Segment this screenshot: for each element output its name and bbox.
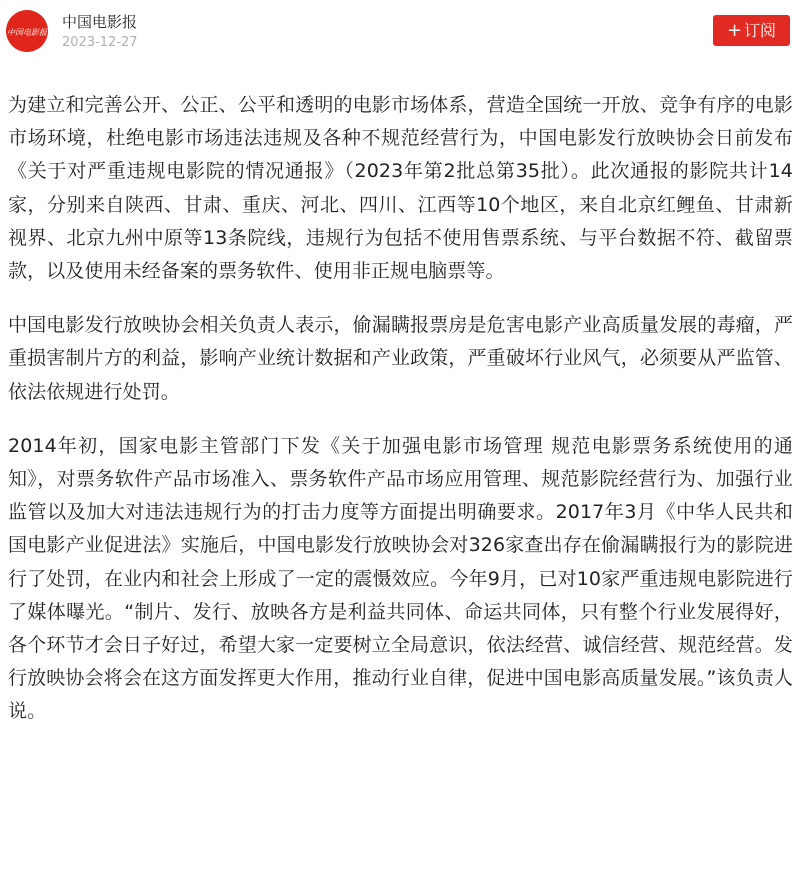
article-paragraph: 中国电影发行放映协会相关负责人表示，偷漏瞒报票房是危害电影产业高质量发展的毒瘤，严重损害制片方的利益，影响产业统计数据和产业政策，严重破坏行业风气，必须要从严监管、依法依规进行处罚。: [8, 314, 793, 403]
account-name[interactable]: 中国电影报: [62, 13, 138, 31]
article-body: [8, 89, 793, 750]
subscribe-label: 订阅: [744, 21, 777, 40]
subscribe-button[interactable]: [713, 15, 790, 46]
article-paragraph: 为建立和完善公开、公正、公平和透明的电影市场体系，营造全国统一开放、竞争有序的电影市场环境，杜绝电影市场违法违规及各种不规范经营行为，中国电影发行放映协会日前发布《关于对严重违规电影院的情况通报》（2023年第2批总第35批）。此次通报的影院共计14家，分别来自陕西、甘肃、重庆、河北、四川、江西等10个地区，来自北京红鲤鱼、甘肃新视界、北京九州中原等13条院线，违规行为包括不使用售票系统、与平台数据不符、截留票款，以及使用未经备案的票务软件、使用非正规电脑票等。: [8, 94, 793, 283]
account-avatar[interactable]: [6, 10, 48, 52]
plus-icon: +: [726, 20, 743, 41]
logo-icon: [6, 10, 48, 52]
article-header: [0, 0, 793, 62]
logo-text: 中国电影报: [7, 28, 47, 37]
article-paragraph: 2014年初，国家电影主管部门下发《关于加强电影市场管理 规范电影票务系统使用的通知》，对票务软件产品市场准入、票务软件产品市场应用管理、规范影院经营行为、加强行业监管以及加大对违法违规行为的打击力度等方面提出明确要求。2017年3月《中华人民共和国电影产业促进法》实施后，中国电影发行放映协会对326家查出存在偷漏瞒报行为的影院进行了处罚，在业内和社会上形成了一定的震慑效应。今年9月，已对10家严重违规电影院进行了媒体曝光。“制片、发行、放映各方是利益共同体、命运共同体，只有整个行业发展得好，各个环节才会日子好过，希望大家一定要树立全局意识，依法经营、诚信经营、规范经营。发行放映协会将会在这方面发挥更大作用，推动行业自律，促进中国电影高质量发展。”该负责人说。: [8, 434, 793, 723]
post-date: 2023-12-27: [62, 35, 138, 50]
